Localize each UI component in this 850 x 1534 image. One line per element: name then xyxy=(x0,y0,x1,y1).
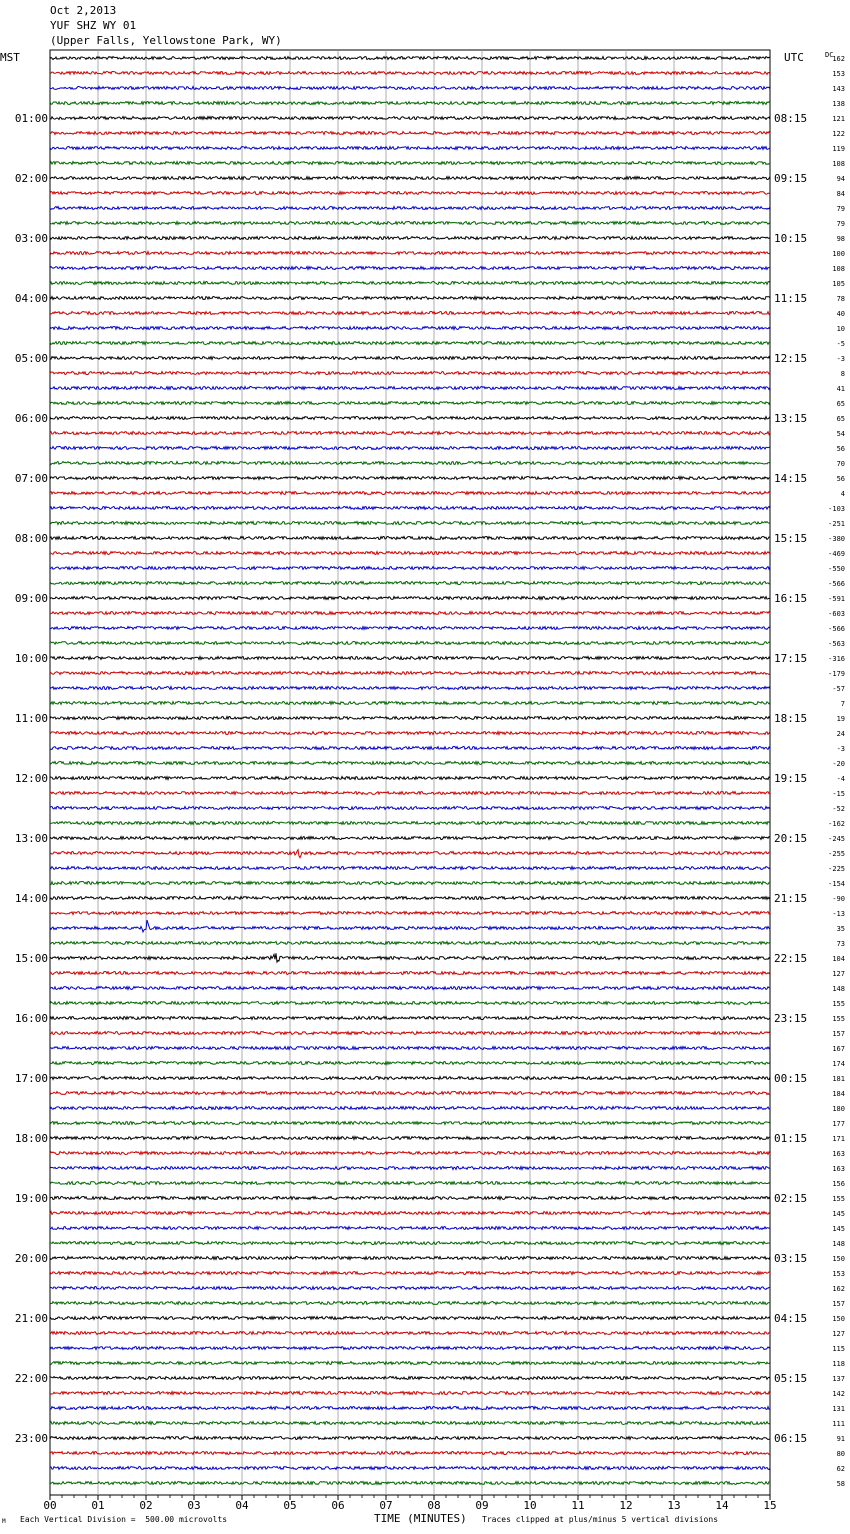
x-tick-label-03: 03 xyxy=(187,1499,201,1512)
trace-49 xyxy=(50,777,770,780)
dc-offset-value: -563 xyxy=(828,640,845,648)
trace-33 xyxy=(50,537,770,540)
trace-44 xyxy=(50,702,770,705)
trace-64 xyxy=(50,1002,770,1005)
dc-offset-value: -154 xyxy=(828,880,845,888)
dc-offset-value: 19 xyxy=(836,715,845,723)
x-tick-label-07: 07 xyxy=(379,1499,393,1512)
dc-offset-value: 184 xyxy=(832,1090,845,1098)
dc-offset-value: -380 xyxy=(828,535,845,543)
dc-offset-value: 56 xyxy=(836,445,845,453)
clip-note: Traces clipped at plus/minus 5 vertical divisions xyxy=(482,1515,719,1524)
trace-88 xyxy=(50,1362,770,1365)
utc-hour-label: 03:15 xyxy=(774,1252,808,1265)
trace-26 xyxy=(50,432,770,435)
trace-37 xyxy=(50,597,770,600)
dc-offset-value: 143 xyxy=(832,85,845,93)
dc-offset-value: 145 xyxy=(832,1210,845,1218)
mst-hour-label: 12:00 xyxy=(14,772,48,785)
dc-offset-value: 155 xyxy=(832,1000,845,1008)
mst-hour-label: 23:00 xyxy=(14,1432,48,1445)
dc-offset-value: 58 xyxy=(836,1480,845,1488)
trace-5 xyxy=(50,117,770,120)
mst-hour-label: 07:00 xyxy=(14,472,48,485)
x-tick-label-11: 11 xyxy=(571,1499,585,1512)
dc-offset-value: -255 xyxy=(828,850,845,858)
utc-hour-label: 08:15 xyxy=(774,112,808,125)
corner-mark: M xyxy=(2,1518,6,1525)
trace-40 xyxy=(50,642,770,645)
seismic-traces xyxy=(50,57,770,1485)
trace-13 xyxy=(50,237,770,240)
utc-hour-label: 02:15 xyxy=(774,1192,808,1205)
dc-offset-value: 174 xyxy=(832,1060,845,1068)
trace-8 xyxy=(50,162,770,165)
dc-offset-value: 157 xyxy=(832,1030,845,1038)
dc-offset-value: 73 xyxy=(836,940,845,948)
trace-51 xyxy=(50,807,770,810)
x-tick-label-15: 15 xyxy=(763,1499,777,1512)
trace-74 xyxy=(50,1152,770,1155)
dc-offset-value: -52 xyxy=(832,805,845,813)
trace-12 xyxy=(50,222,770,225)
dc-offset-value: -20 xyxy=(832,760,845,768)
dc-offset-value: 153 xyxy=(832,1270,845,1278)
dc-offset-value: 122 xyxy=(832,130,845,138)
utc-hour-label: 11:15 xyxy=(774,292,808,305)
trace-38 xyxy=(50,612,770,615)
dc-offset-value: 94 xyxy=(836,175,845,183)
dc-offset-value: 148 xyxy=(832,985,845,993)
dc-offset-value: -550 xyxy=(828,565,845,573)
trace-85 xyxy=(50,1317,770,1320)
utc-hour-label: 16:15 xyxy=(774,592,808,605)
utc-hour-label: 14:15 xyxy=(774,472,808,485)
trace-9 xyxy=(50,177,770,180)
trace-25 xyxy=(50,417,770,420)
mst-hour-label: 02:00 xyxy=(14,172,48,185)
x-tick-label-06: 06 xyxy=(331,1499,345,1512)
dc-offset-value: 41 xyxy=(836,385,845,393)
dc-offset-value: -245 xyxy=(828,835,845,843)
dc-offset-value: 121 xyxy=(832,115,845,123)
trace-50 xyxy=(50,792,770,795)
trace-72 xyxy=(50,1122,770,1125)
dc-offset-value: 167 xyxy=(832,1045,845,1053)
dc-offset-value: 104 xyxy=(832,955,845,963)
dc-offset-value: -179 xyxy=(828,670,845,678)
dc-offset-value: 181 xyxy=(832,1075,845,1083)
dc-offset-value: -566 xyxy=(828,580,845,588)
utc-hour-label: 10:15 xyxy=(774,232,808,245)
trace-83 xyxy=(50,1287,770,1290)
trace-57 xyxy=(50,897,770,900)
mst-hour-label: 10:00 xyxy=(14,652,48,665)
trace-45 xyxy=(50,717,770,720)
trace-82 xyxy=(50,1272,770,1275)
dc-offset-value: -316 xyxy=(828,655,845,663)
utc-hour-label: 18:15 xyxy=(774,712,808,725)
utc-hour-label: 09:15 xyxy=(774,172,808,185)
right-timezone-label: UTC xyxy=(784,51,804,64)
trace-92 xyxy=(50,1422,770,1425)
trace-46 xyxy=(50,732,770,735)
x-tick-label-01: 01 xyxy=(91,1499,105,1512)
dc-header-label: DC xyxy=(825,51,834,59)
utc-hour-label: 20:15 xyxy=(774,832,808,845)
utc-hour-label: 21:15 xyxy=(774,892,808,905)
dc-offset-value: 108 xyxy=(832,265,845,273)
utc-hour-label: 05:15 xyxy=(774,1372,808,1385)
utc-hour-label: 12:15 xyxy=(774,352,808,365)
trace-2 xyxy=(50,72,770,75)
dc-offset-value: -5 xyxy=(836,340,845,348)
trace-77 xyxy=(50,1197,770,1200)
grid-lines xyxy=(50,50,770,1495)
plot-frame xyxy=(50,50,770,1495)
mst-hour-label: 22:00 xyxy=(14,1372,48,1385)
dc-offset-value: 153 xyxy=(832,70,845,78)
dc-offset-value: -162 xyxy=(828,820,845,828)
x-tick-label-09: 09 xyxy=(475,1499,489,1512)
mst-hour-label: 18:00 xyxy=(14,1132,48,1145)
mst-hour-label: 14:00 xyxy=(14,892,48,905)
trace-68 xyxy=(50,1062,770,1065)
trace-24 xyxy=(50,402,770,405)
dc-offset-value: -15 xyxy=(832,790,845,798)
trace-62 xyxy=(50,972,770,975)
trace-53 xyxy=(50,837,770,840)
dc-offset-value: -103 xyxy=(828,505,845,513)
mst-hour-label: 04:00 xyxy=(14,292,48,305)
trace-39 xyxy=(50,627,770,630)
trace-1 xyxy=(50,57,770,60)
trace-35 xyxy=(50,567,770,570)
trace-54 xyxy=(50,850,770,858)
dc-offset-value: 70 xyxy=(836,460,845,468)
mst-hour-label: 09:00 xyxy=(14,592,48,605)
mst-hour-label: 11:00 xyxy=(14,712,48,725)
dc-offset-value: -251 xyxy=(828,520,845,528)
x-axis-title: TIME (MINUTES) xyxy=(374,1512,467,1525)
dc-offset-value: 80 xyxy=(836,1450,845,1458)
dc-offset-value: 4 xyxy=(840,490,845,498)
trace-91 xyxy=(50,1407,770,1410)
trace-32 xyxy=(50,522,770,525)
trace-79 xyxy=(50,1227,770,1230)
dc-offset-value: 35 xyxy=(836,925,845,933)
dc-offset-value: 180 xyxy=(832,1105,845,1113)
x-tick-label-02: 02 xyxy=(139,1499,153,1512)
utc-hour-label: 04:15 xyxy=(774,1312,808,1325)
trace-42 xyxy=(50,672,770,675)
dc-offset-value: 127 xyxy=(832,1330,845,1338)
dc-offset-value: 142 xyxy=(832,1390,845,1398)
trace-15 xyxy=(50,267,770,270)
dc-offset-value: -57 xyxy=(832,685,845,693)
trace-47 xyxy=(50,747,770,750)
dc-offset-value: 171 xyxy=(832,1135,845,1143)
dc-offset-value: 150 xyxy=(832,1315,845,1323)
dc-offset-value: 127 xyxy=(832,970,845,978)
dc-offset-value: 148 xyxy=(832,1240,845,1248)
mst-hour-label: 16:00 xyxy=(14,1012,48,1025)
trace-41 xyxy=(50,657,770,660)
dc-offset-value: -13 xyxy=(832,910,845,918)
trace-22 xyxy=(50,372,770,375)
dc-offset-value: -90 xyxy=(832,895,845,903)
utc-hour-label: 17:15 xyxy=(774,652,808,665)
trace-71 xyxy=(50,1107,770,1110)
x-tick-label-04: 04 xyxy=(235,1499,249,1512)
utc-hour-label: 23:15 xyxy=(774,1012,808,1025)
dc-offset-value: 155 xyxy=(832,1195,845,1203)
utc-hour-label: 13:15 xyxy=(774,412,808,425)
trace-19 xyxy=(50,327,770,330)
dc-offset-value: -225 xyxy=(828,865,845,873)
trace-28 xyxy=(50,462,770,465)
trace-70 xyxy=(50,1092,770,1095)
dc-offset-value: 40 xyxy=(836,310,845,318)
dc-offset-value: 163 xyxy=(832,1150,845,1158)
utc-hour-label: 06:15 xyxy=(774,1432,808,1445)
dc-offset-value: 79 xyxy=(836,220,845,228)
trace-67 xyxy=(50,1047,770,1050)
dc-offset-value: 56 xyxy=(836,475,845,483)
mst-hour-label: 20:00 xyxy=(14,1252,48,1265)
trace-52 xyxy=(50,822,770,825)
trace-73 xyxy=(50,1137,770,1140)
x-tick-label-05: 05 xyxy=(283,1499,297,1512)
trace-11 xyxy=(50,207,770,210)
trace-6 xyxy=(50,132,770,135)
trace-48 xyxy=(50,762,770,765)
dc-offset-value: -566 xyxy=(828,625,845,633)
utc-hour-label: 22:15 xyxy=(774,952,808,965)
trace-75 xyxy=(50,1167,770,1170)
x-tick-label-13: 13 xyxy=(667,1499,681,1512)
dc-offset-value: 108 xyxy=(832,160,845,168)
trace-84 xyxy=(50,1302,770,1305)
scale-note: Each Vertical Division = 500.00 microvolts xyxy=(20,1515,228,1524)
trace-89 xyxy=(50,1377,770,1380)
dc-offset-value: 155 xyxy=(832,1015,845,1023)
dc-offset-value: -603 xyxy=(828,610,845,618)
trace-63 xyxy=(50,987,770,990)
mst-hour-label: 17:00 xyxy=(14,1072,48,1085)
trace-43 xyxy=(50,687,770,690)
dc-offset-value: 157 xyxy=(832,1300,845,1308)
trace-66 xyxy=(50,1032,770,1035)
dc-offset-value: 54 xyxy=(836,430,845,438)
dc-offset-value: -4 xyxy=(836,775,845,783)
trace-18 xyxy=(50,312,770,315)
dc-offset-value: 78 xyxy=(836,295,845,303)
trace-31 xyxy=(50,507,770,510)
mst-hour-label: 05:00 xyxy=(14,352,48,365)
trace-17 xyxy=(50,297,770,300)
station-label: YUF SHZ WY 01 xyxy=(50,19,137,32)
dc-offset-value: 111 xyxy=(832,1420,845,1428)
trace-95 xyxy=(50,1467,770,1470)
dc-offset-value: 115 xyxy=(832,1345,845,1353)
trace-65 xyxy=(50,1017,770,1020)
time-axis xyxy=(43,1495,776,1512)
dc-offset-value: 163 xyxy=(832,1165,845,1173)
dc-offset-value: 62 xyxy=(836,1465,845,1473)
dc-offsets xyxy=(828,55,845,1488)
trace-87 xyxy=(50,1347,770,1350)
trace-61 xyxy=(50,953,770,962)
trace-23 xyxy=(50,387,770,390)
left-timezone-label: MST xyxy=(0,51,20,64)
x-tick-label-00: 00 xyxy=(43,1499,57,1512)
dc-offset-value: 100 xyxy=(832,250,845,258)
dc-offset-value: 162 xyxy=(832,55,845,63)
trace-56 xyxy=(50,882,770,885)
trace-80 xyxy=(50,1242,770,1245)
mst-hour-label: 21:00 xyxy=(14,1312,48,1325)
dc-offset-value: 145 xyxy=(832,1225,845,1233)
utc-hour-label: 00:15 xyxy=(774,1072,808,1085)
trace-90 xyxy=(50,1392,770,1395)
x-tick-label-12: 12 xyxy=(619,1499,633,1512)
trace-21 xyxy=(50,357,770,360)
dc-offset-value: 7 xyxy=(840,700,845,708)
dc-offset-value: 177 xyxy=(832,1120,845,1128)
trace-20 xyxy=(50,342,770,345)
dc-offset-value: 119 xyxy=(832,145,845,153)
mst-hour-label: 13:00 xyxy=(14,832,48,845)
trace-93 xyxy=(50,1437,770,1440)
trace-36 xyxy=(50,582,770,585)
x-tick-label-14: 14 xyxy=(715,1499,729,1512)
dc-offset-value: 8 xyxy=(840,370,845,378)
mst-hour-label: 01:00 xyxy=(14,112,48,125)
dc-offset-value: 65 xyxy=(836,400,845,408)
trace-10 xyxy=(50,192,770,195)
trace-94 xyxy=(50,1452,770,1455)
dc-offset-value: 79 xyxy=(836,205,845,213)
x-tick-label-08: 08 xyxy=(427,1499,441,1512)
mst-hour-label: 15:00 xyxy=(14,952,48,965)
trace-4 xyxy=(50,102,770,105)
dc-offset-value: 10 xyxy=(836,325,845,333)
trace-7 xyxy=(50,147,770,150)
trace-34 xyxy=(50,552,770,555)
utc-hour-label: 15:15 xyxy=(774,532,808,545)
dc-offset-value: -591 xyxy=(828,595,845,603)
dc-offset-value: 162 xyxy=(832,1285,845,1293)
mst-hour-label: 06:00 xyxy=(14,412,48,425)
dc-offset-value: 91 xyxy=(836,1435,845,1443)
trace-81 xyxy=(50,1257,770,1260)
dc-offset-value: 137 xyxy=(832,1375,845,1383)
trace-96 xyxy=(50,1482,770,1485)
utc-hour-label: 19:15 xyxy=(774,772,808,785)
location-label: (Upper Falls, Yellowstone Park, WY) xyxy=(50,34,282,47)
trace-59 xyxy=(50,920,770,932)
dc-offset-value: -3 xyxy=(836,355,845,363)
dc-offset-value: -469 xyxy=(828,550,845,558)
dc-offset-value: 65 xyxy=(836,415,845,423)
dc-offset-value: 156 xyxy=(832,1180,845,1188)
dc-offset-value: 150 xyxy=(832,1255,845,1263)
trace-55 xyxy=(50,867,770,870)
dc-offset-value: 118 xyxy=(832,1360,845,1368)
mst-hour-label: 19:00 xyxy=(14,1192,48,1205)
trace-58 xyxy=(50,912,770,915)
trace-78 xyxy=(50,1212,770,1215)
trace-30 xyxy=(50,492,770,495)
trace-16 xyxy=(50,282,770,285)
trace-14 xyxy=(50,252,770,255)
utc-hour-label: 01:15 xyxy=(774,1132,808,1145)
mst-hour-label: 03:00 xyxy=(14,232,48,245)
trace-86 xyxy=(50,1332,770,1335)
date-label: Oct 2,2013 xyxy=(50,4,117,17)
dc-offset-value: -3 xyxy=(836,745,845,753)
dc-offset-value: 24 xyxy=(836,730,845,738)
trace-3 xyxy=(50,87,770,90)
dc-offset-value: 138 xyxy=(832,100,845,108)
trace-69 xyxy=(50,1077,770,1080)
dc-offset-value: 84 xyxy=(836,190,845,198)
trace-76 xyxy=(50,1182,770,1185)
dc-offset-value: 131 xyxy=(832,1405,845,1413)
dc-offset-value: 98 xyxy=(836,235,845,243)
trace-27 xyxy=(50,447,770,450)
mst-hour-label: 08:00 xyxy=(14,532,48,545)
dc-offset-value: 105 xyxy=(832,280,845,288)
trace-60 xyxy=(50,942,770,945)
trace-29 xyxy=(50,477,770,480)
x-tick-label-10: 10 xyxy=(523,1499,537,1512)
